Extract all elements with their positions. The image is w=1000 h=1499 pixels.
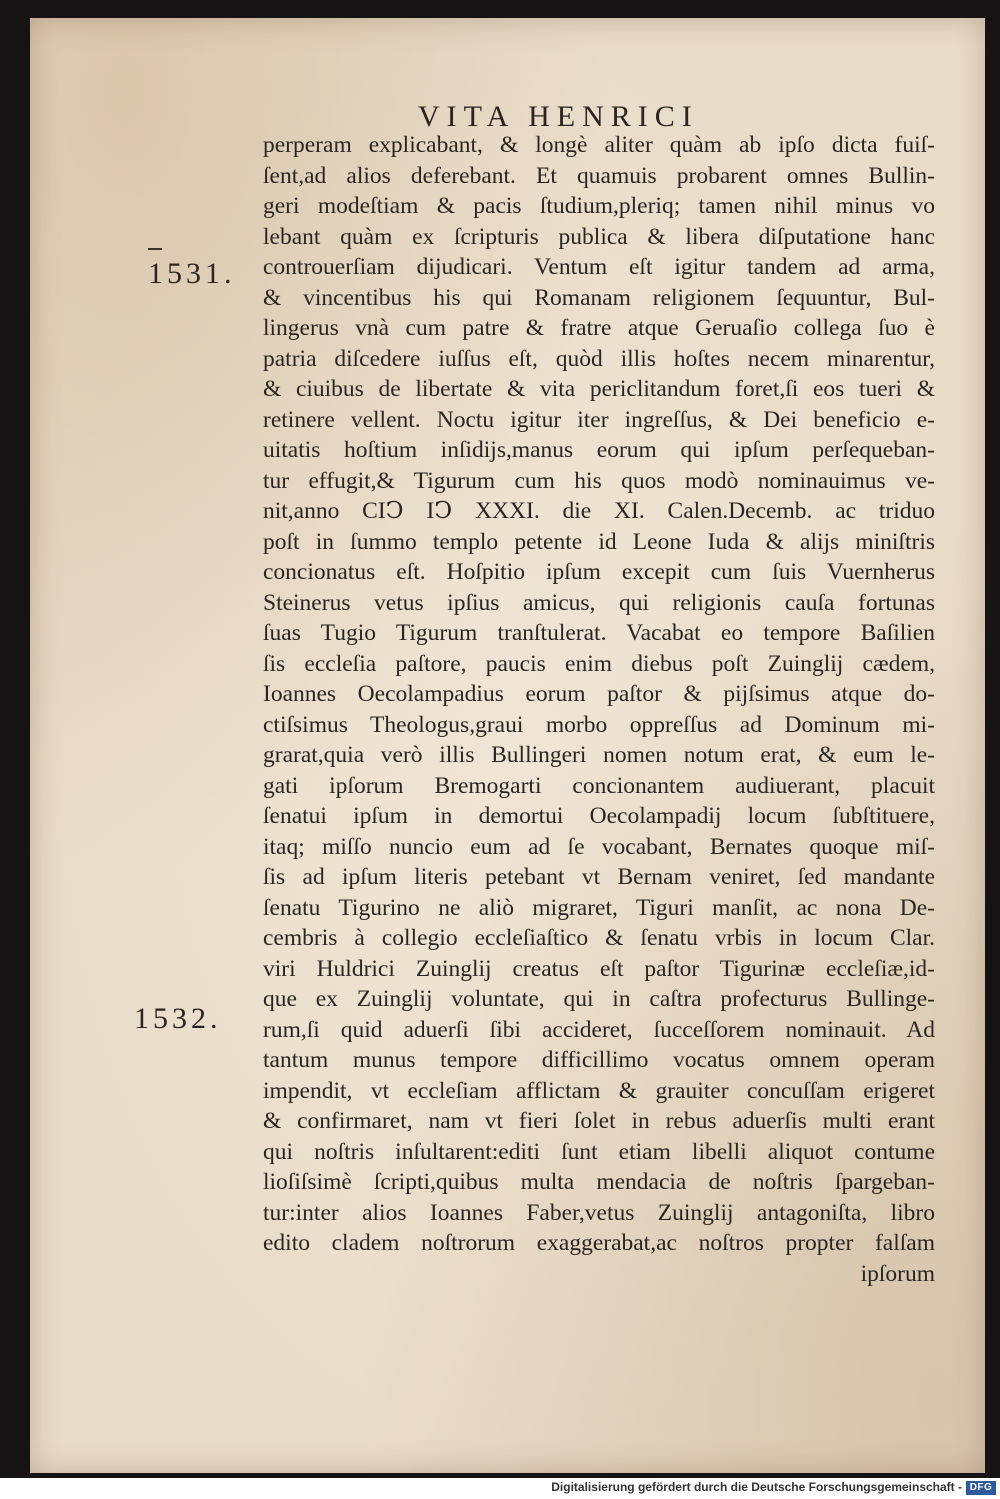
- text-line: controuerſiam dijudicari. Ventum eſt igitur tandem ad arma,: [263, 254, 935, 280]
- catchword: ipſorum: [860, 1260, 935, 1287]
- text-line: impendit, vt eccleſiam afflictam & grauiter concuſſam erigeret: [263, 1077, 935, 1104]
- text-line: itaq; miſſo nuncio eum ad ſe vocabant, Bernates quoque miſ-: [263, 833, 935, 860]
- text-line: geri modeſtiam & pacis ſtudium,pleriq; tamen nihil minus vo: [263, 193, 935, 219]
- text-line: cembris à collegio eccleſiaſtico & ſenatu vrbis in locum Clar.: [263, 925, 935, 951]
- text-line: lebant quàm ex ſcripturis publica & libera diſputatione hanc: [263, 223, 935, 250]
- text-line: poſt in ſummo templo petente id Leone Iuda & alijs miniſtris: [263, 528, 935, 555]
- text-line: patria diſcedere iuſſus eſt, quòd illis hoſtes necem minarentur,: [263, 345, 935, 372]
- text-line: ctiſsimus Theologus,graui morbo oppreſſus ad Dominum mi-: [263, 711, 935, 738]
- text-line: viri Huldrici Zuinglij creatus eſt paſtor Tigurinæ eccleſiæ,id-: [263, 955, 935, 982]
- text-line: & vincentibus his qui Romanam religionem ſequuntur, Bul-: [263, 284, 935, 311]
- text-line: & ciuibus de libertate & vita periclitandum foret,ſi eos tueri &: [263, 376, 935, 402]
- text-line: Steinerus vetus ipſius amicus, qui religionis cauſa fortunas: [263, 589, 935, 616]
- body-text: [263, 130, 935, 1289]
- text-line: tantum munus tempore difficillimo vocatus omnem operam: [263, 1047, 935, 1073]
- text-line: ſis ad ipſum literis petebant vt Bernam veniret, ſed mandante: [263, 864, 935, 890]
- text-line: lioſiſsimè ſcripti,quibus multa mendacia de noſtris ſpargeban-: [263, 1169, 935, 1195]
- text-line: uitatis hoſtium inſidijs,manus eorum qui ipſum perſequeban-: [263, 437, 935, 463]
- text-line: ſuas Tugio Tigurum tranſtulerat. Vacabat eo tempore Baſilien: [263, 620, 935, 646]
- dfg-logo: DFG: [966, 1481, 996, 1495]
- text-line: ſenatui ipſum in demortui Oecolampadij locum ſubſtituere,: [263, 803, 935, 829]
- text-line: ſenatu Tigurino ne aliò migraret, Tiguri manſit, ac nona De-: [263, 894, 935, 921]
- text-line: edito cladem noſtrorum exaggerabat,ac noſtros propter falſam: [263, 1230, 935, 1256]
- text-line: que ex Zuinglij voluntate, qui in caſtra profecturus Bullinge-: [263, 986, 935, 1012]
- text-line: lingerus vnà cum patre & fratre atque Geruaſio collega ſuo è: [263, 315, 935, 341]
- text-line: gati ipſorum Bremogarti concionantem audiuerant, placuit: [263, 772, 935, 799]
- margin-tick-mark: [148, 248, 162, 250]
- text-line: concionatus eſt. Hoſpitio ipſum excepit cum ſuis Vuernherus: [263, 559, 935, 585]
- text-line: grarat,quia verò illis Bullingeri nomen notum erat, & eum le-: [263, 742, 935, 768]
- text-line: qui noſtris inſultarent:editi ſunt etiam libelli aliquot contume: [263, 1138, 935, 1165]
- running-head: VITA HENRICI: [418, 100, 699, 133]
- text-line: Ioannes Oecolampadius eorum paſtor & pijſsimus atque do-: [263, 681, 935, 707]
- text-line: tur:inter alios Ioannes Faber,vetus Zuinglij antagoniſta, libro: [263, 1199, 935, 1226]
- text-line: ſis eccleſia paſtore, paucis enim diebus poſt Zuinglij cædem,: [263, 650, 935, 677]
- text-line: tur effugit,& Tigurum cum his quos modò nominauimus ve-: [263, 467, 935, 494]
- margin-year-1531: 1531.: [148, 257, 236, 290]
- text-line: & confirmaret, nam vt fieri ſolet in rebus aduerſis multi erant: [263, 1108, 935, 1134]
- text-line: nit,anno CIↃ IↃ XXXI. die XI. Calen.Decemb. ac triduo: [263, 498, 935, 524]
- text-line: perperam explicabant, & longè aliter quàm ab ipſo dicta fuiſ-: [263, 132, 935, 158]
- text-line: retinere vellent. Noctu igitur iter ingreſſus, & Dei beneficio e-: [263, 406, 935, 433]
- text-line: rum,ſi quid aduerſi ſibi accideret, ſucceſſorem nominauit. Ad: [263, 1016, 935, 1043]
- text-line: ſent,ad alios deferebant. Et quamuis probarent omnes Bullin-: [263, 162, 935, 189]
- margin-year-1532: 1532.: [134, 1002, 222, 1035]
- funding-credit: Digitalisierung gefördert durch die Deutsche Forschungsgemeinschaft -: [551, 1480, 962, 1494]
- footer-bar: [0, 1478, 1000, 1499]
